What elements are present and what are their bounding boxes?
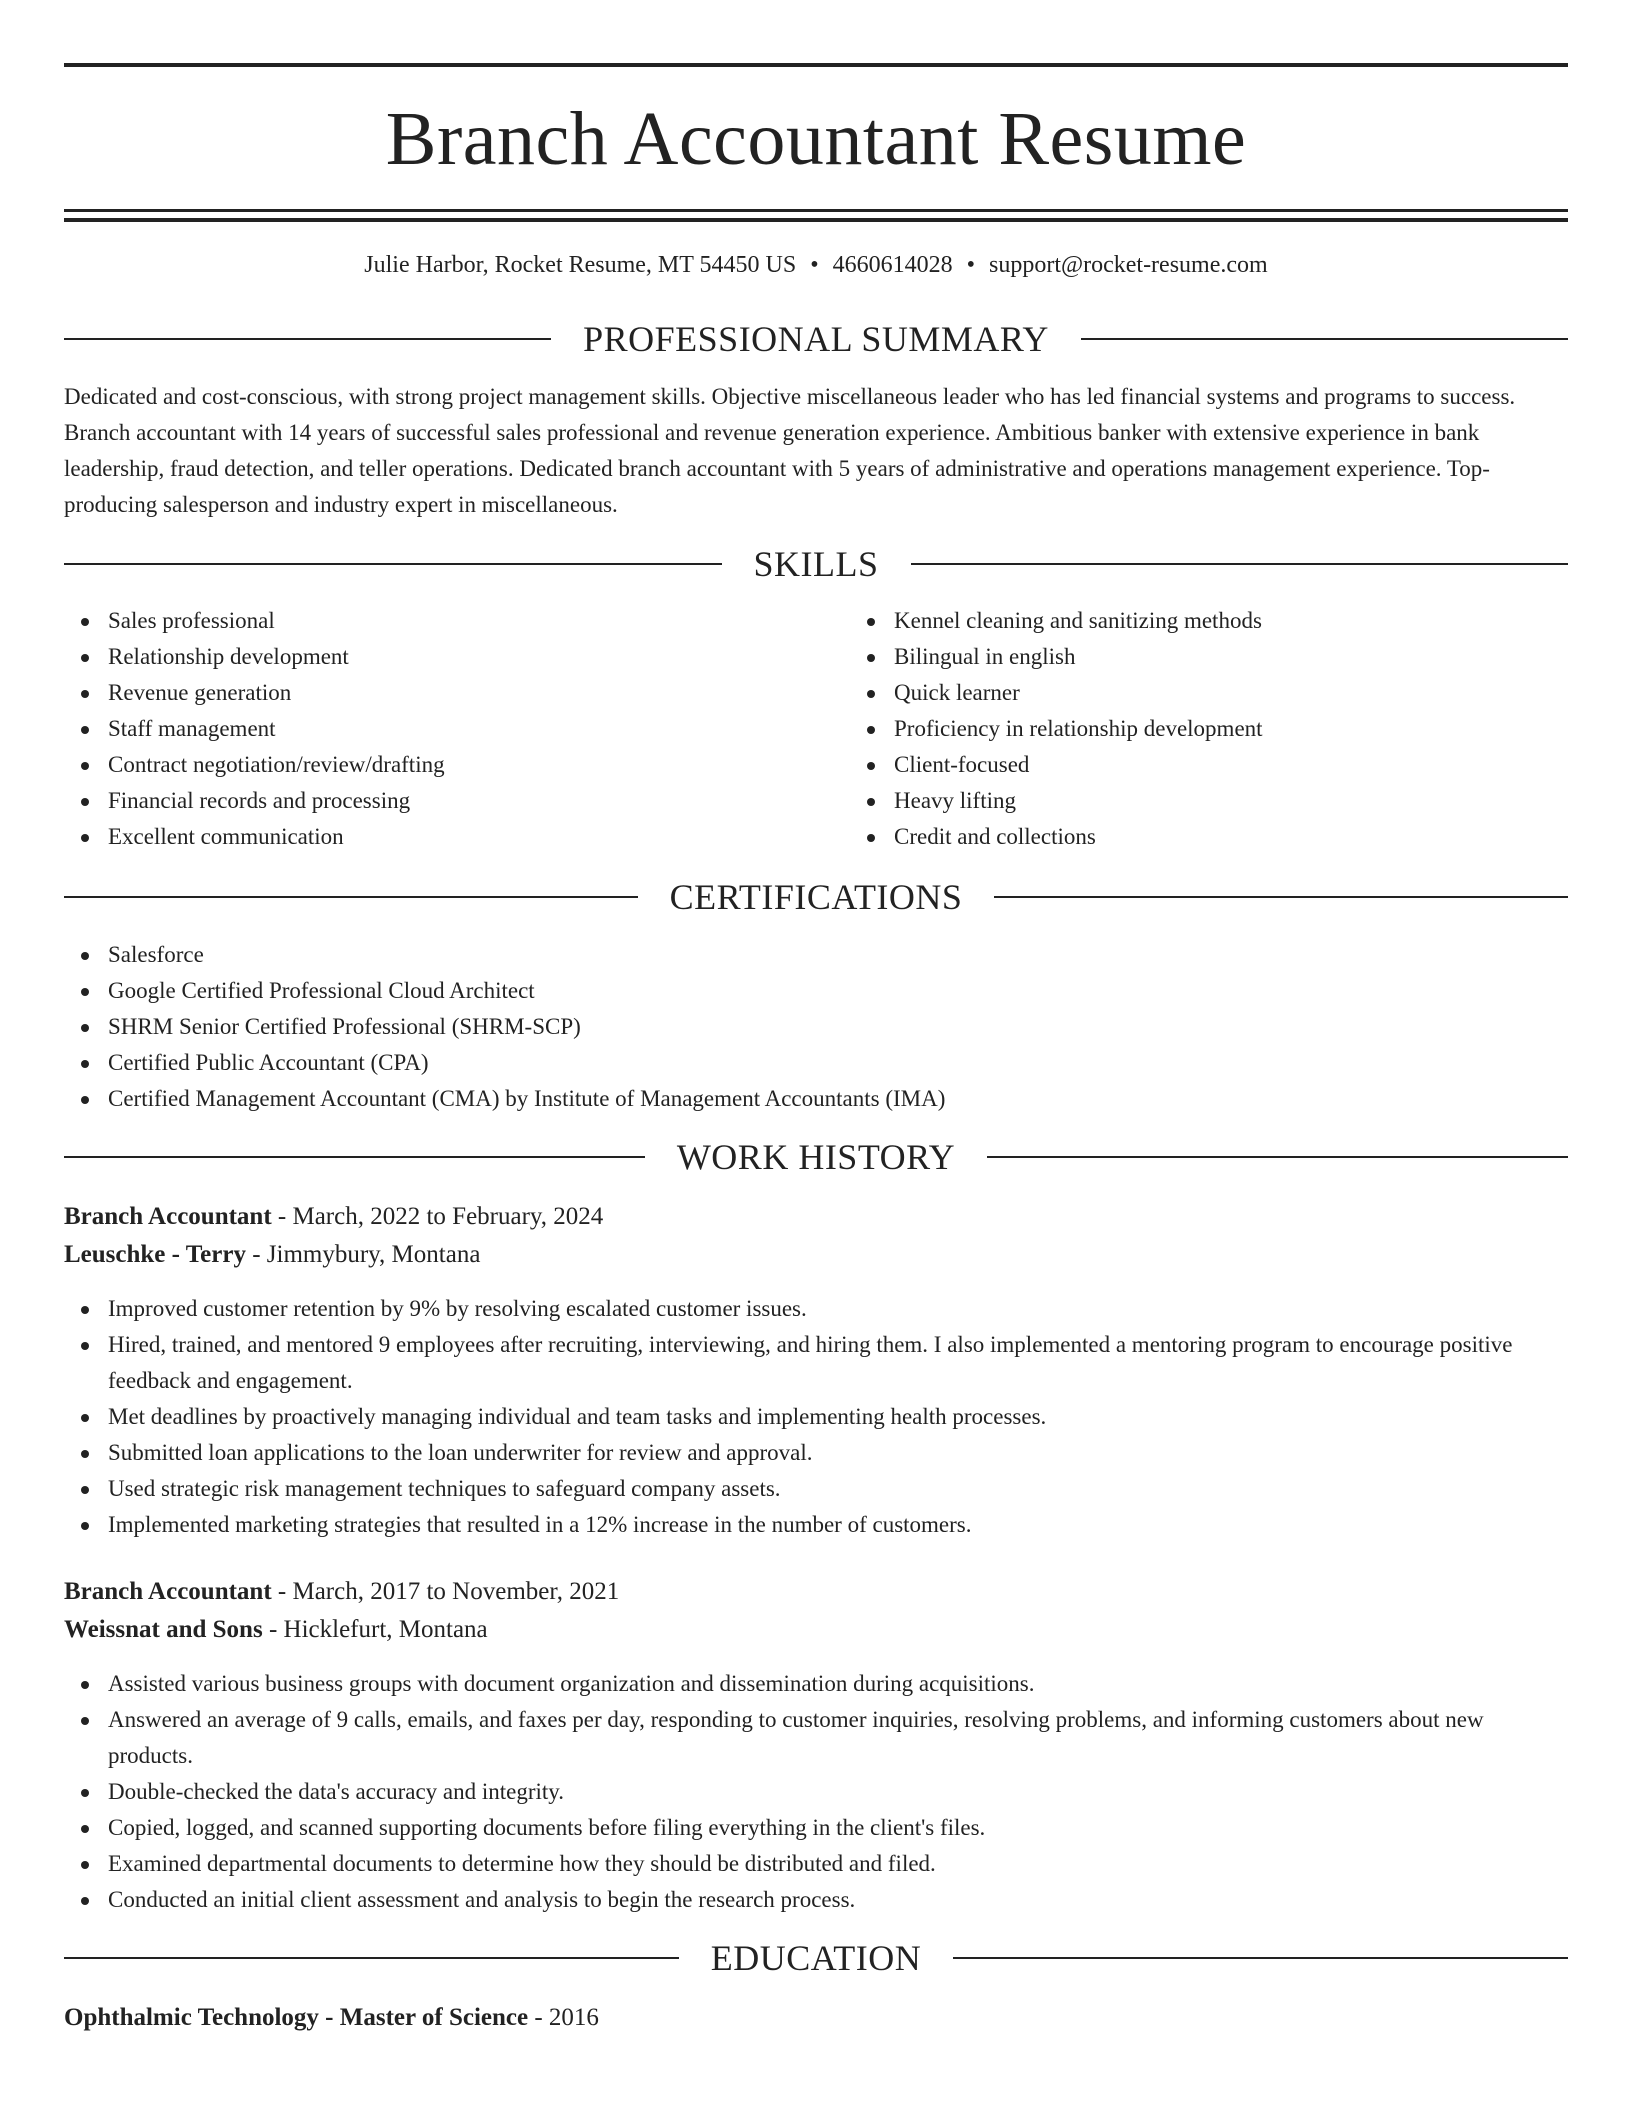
education-degree: Ophthalmic Technology - Master of Science <box>64 2004 529 2031</box>
section-rule <box>64 563 722 565</box>
skill-item: Quick learner <box>894 675 1568 711</box>
section-rule <box>994 896 1568 898</box>
section-title-skills: SKILLS <box>753 544 879 584</box>
skills-list-left <box>64 603 850 855</box>
section-header-skills <box>64 544 1568 584</box>
certification-item: SHRM Senior Certified Professional (SHRM-SCP) <box>108 1009 1568 1045</box>
section-rule <box>911 563 1569 565</box>
job-location: - Jimmybury, Montana <box>245 1241 481 1268</box>
job-title: Branch Accountant <box>64 1578 272 1605</box>
job-bullets <box>64 1291 1568 1543</box>
contact-phone: 4660614028 <box>832 252 953 278</box>
contact-separator: • <box>810 252 819 278</box>
education-year: - 2016 <box>528 2004 599 2031</box>
skill-item: Relationship development <box>108 639 850 675</box>
job-bullet: Answered an average of 9 calls, emails, and faxes per day, responding to customer inquiries, resolving problems, and informing customers about new products. <box>108 1702 1568 1774</box>
job-company-line <box>64 1236 1568 1274</box>
job-bullet: Implemented marketing strategies that resulted in a 12% increase in the number of customers. <box>108 1507 1568 1543</box>
job-bullet: Met deadlines by proactively managing individual and team tasks and implementing health processes. <box>108 1399 1568 1435</box>
job-company: Leuschke - Terry <box>64 1241 246 1268</box>
skill-item: Contract negotiation/review/drafting <box>108 747 850 783</box>
job-company: Weissnat and Sons <box>64 1616 263 1643</box>
certification-item: Google Certified Professional Cloud Architect <box>108 973 1568 1009</box>
job-bullet: Copied, logged, and scanned supporting documents before filing everything in the client's files. <box>108 1810 1568 1846</box>
skill-item: Kennel cleaning and sanitizing methods <box>894 603 1568 639</box>
section-title-work-history: WORK HISTORY <box>676 1137 956 1177</box>
job-bullet: Improved customer retention by 9% by resolving escalated customer issues. <box>108 1291 1568 1327</box>
job-location: - Hicklefurt, Montana <box>262 1616 488 1643</box>
skill-item: Staff management <box>108 711 850 747</box>
skills-list-right <box>850 603 1568 855</box>
job-title-line <box>64 1573 1568 1611</box>
contact-email: support@rocket-resume.com <box>989 252 1268 278</box>
top-rule <box>64 63 1568 67</box>
job-bullet: Assisted various business groups with document organization and dissemination during acquisitions. <box>108 1666 1568 1702</box>
education-entry <box>64 1999 1568 2037</box>
job-bullets <box>64 1666 1568 1918</box>
section-title-summary: PROFESSIONAL SUMMARY <box>583 319 1049 359</box>
section-rule <box>64 1957 679 1959</box>
job-title: Branch Accountant <box>64 1203 272 1230</box>
skill-item: Excellent communication <box>108 819 850 855</box>
contact-line <box>64 253 1568 277</box>
skill-item: Credit and collections <box>894 819 1568 855</box>
job-entry <box>64 1198 1568 1543</box>
job-bullet: Double-checked the data's accuracy and integrity. <box>108 1774 1568 1810</box>
skill-item: Heavy lifting <box>894 783 1568 819</box>
contact-separator: • <box>966 252 975 278</box>
job-entry <box>64 1573 1568 1918</box>
job-company-line <box>64 1611 1568 1649</box>
job-dates: - March, 2022 to February, 2024 <box>271 1203 604 1230</box>
job-bullet: Examined departmental documents to determine how they should be distributed and filed. <box>108 1846 1568 1882</box>
skill-item: Revenue generation <box>108 675 850 711</box>
job-bullet: Submitted loan applications to the loan underwriter for review and approval. <box>108 1435 1568 1471</box>
title-double-rule <box>64 209 1568 222</box>
certification-item: Salesforce <box>108 937 1568 973</box>
skill-item: Proficiency in relationship development <box>894 711 1568 747</box>
section-rule <box>64 338 551 340</box>
job-bullet: Conducted an initial client assessment and analysis to begin the research process. <box>108 1882 1568 1918</box>
section-rule <box>64 1156 645 1158</box>
section-header-summary <box>64 319 1568 359</box>
job-title-line <box>64 1198 1568 1236</box>
section-rule <box>953 1957 1568 1959</box>
section-header-work-history <box>64 1137 1568 1177</box>
certification-item: Certified Public Accountant (CPA) <box>108 1045 1568 1081</box>
job-bullet: Used strategic risk management techniques to safeguard company assets. <box>108 1471 1568 1507</box>
contact-address: Julie Harbor, Rocket Resume, MT 54450 US <box>364 252 797 278</box>
section-title-education: EDUCATION <box>710 1938 922 1978</box>
skill-item: Bilingual in english <box>894 639 1568 675</box>
skills-grid <box>64 603 1568 855</box>
section-title-certifications: CERTIFICATIONS <box>669 877 963 917</box>
certifications-list <box>64 937 1568 1117</box>
page-title: Branch Accountant Resume <box>385 97 1247 181</box>
section-rule <box>64 896 638 898</box>
certification-item: Certified Management Accountant (CMA) by Institute of Management Accountants (IMA) <box>108 1081 1568 1117</box>
section-rule <box>987 1156 1568 1158</box>
skill-item: Sales professional <box>108 603 850 639</box>
section-rule <box>1081 338 1568 340</box>
job-bullet: Hired, trained, and mentored 9 employees after recruiting, interviewing, and hiring them. I also implemented a mentoring program to encourage positive feedback and engagement. <box>108 1327 1568 1399</box>
skill-item: Financial records and processing <box>108 783 850 819</box>
professional-summary: Dedicated and cost-conscious, with strong project management skills. Objective miscellaneous leader who has led financial systems and programs to success. Branch accountant with 14 years of successful sales professional and revenue generation experience. Ambitious banker with extensive experience in bank leadership, fraud detection, and teller operations. Dedicated branch accountant with 5 years of administrative and operations management experience. Top-producing salesperson and industry expert in miscellaneous. <box>64 384 1516 517</box>
section-header-education <box>64 1938 1568 1978</box>
skill-item: Client-focused <box>894 747 1568 783</box>
section-header-certifications <box>64 877 1568 917</box>
job-dates: - March, 2017 to November, 2021 <box>271 1578 620 1605</box>
